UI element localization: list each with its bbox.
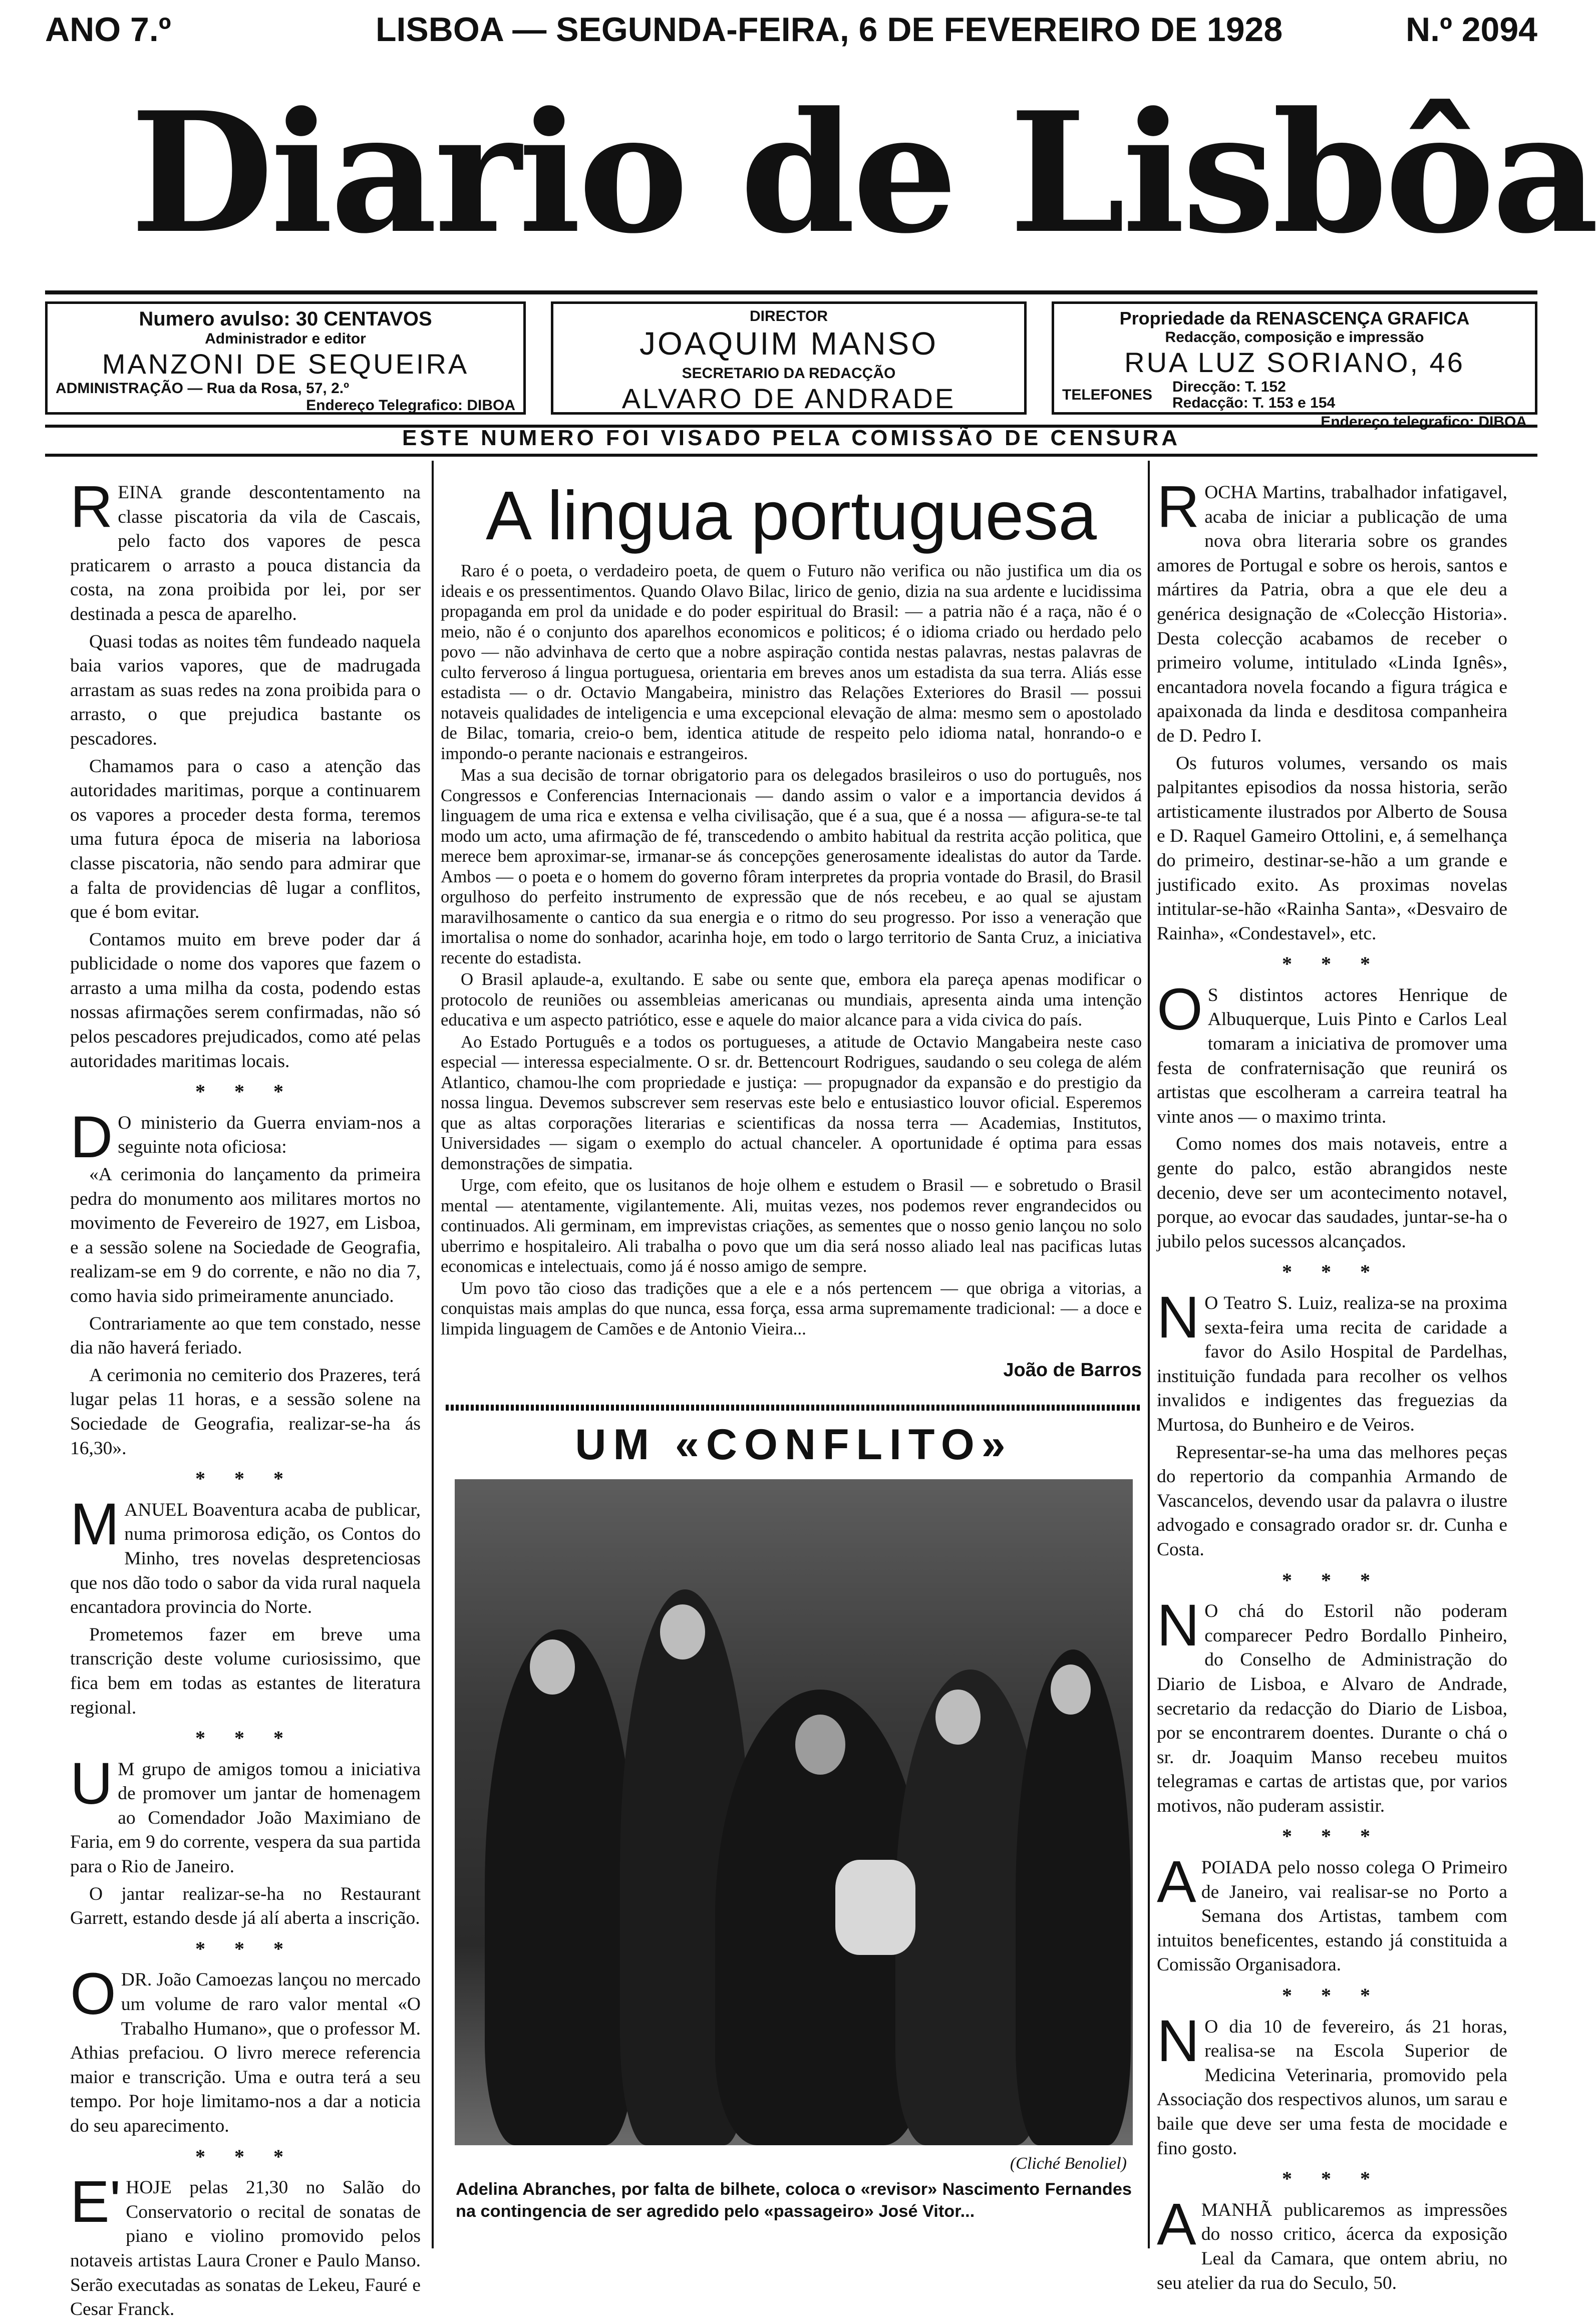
- phones-label: TELEFONES: [1062, 387, 1153, 403]
- news-item-lead: [1157, 976, 1507, 1130]
- photo-credit: (Cliché Benoliel): [1010, 2154, 1127, 2173]
- paragraph-text: O chá do Estoril não poderam comparecer Pedro Bordallo Pinheiro, do Conselho de Administração do Diario de Lisboa, e Alvaro de Andrade, secretario da redacção do Diario de Lisboa, por se encontrarem doentes. Durante o chá o sr. dr. Joaquim Manso recebeu muitos telegramas e cartas de artistas que, por varios motivos, não puderam assistir.: [1157, 1601, 1507, 1816]
- dateline-bar: [45, 5, 1537, 65]
- director-label: DIRECTOR: [749, 308, 828, 324]
- publisher-box: [1052, 301, 1537, 430]
- paragraph-text: ANUEL Boaventura acaba de publicar, numa primorosa edição, os Contos do Minho, tres novelas despretenciosas que nos dão todo o sabor da vida rural naquela encantadora provincia do Norte.: [70, 1499, 421, 1618]
- photo-face: [530, 1639, 575, 1695]
- paragraph-text: Quasi todas as noites têm fundeado naquela baia varios vapores, que de madrugada arrastam as suas redes na zona proibida para o arrasto, o que prejudica bastante os pescadores.: [70, 631, 421, 749]
- photo-figure: [1016, 1649, 1131, 2145]
- drop-cap: O: [1157, 976, 1203, 1043]
- news-item-lead: [70, 1104, 421, 1170]
- paragraph-text: Os futuros volumes, versando os mais palpitantes episodios da nossa historia, serão artisticamente ilustrados por Alberto de Sousa e D. Raquel Gameiro Ottolini, e, á semelhança do primeiro, destinar-se-hão a um grande e justificado exito. As proximas novelas intitular-se-hão «Rainha Santa», «Desvairo de Rainha», «Condestavel», etc.: [1157, 753, 1507, 944]
- section-stars: * * *: [195, 1937, 295, 1960]
- paragraph-text: POIADA pelo nosso colega O Primeiro de Janeiro, vai realisar-se no Porto a Semana dos Artistas, tambem com intuitos beneficentes, estando já constituida a Comissão Organisadora.: [1157, 1857, 1507, 1975]
- section-stars: * * *: [195, 1727, 295, 1750]
- photo-face: [935, 1690, 981, 1745]
- section-stars: * * *: [195, 1080, 295, 1103]
- news-item-lead: [70, 1961, 421, 2138]
- news-photo: [455, 1479, 1133, 2145]
- paragraph-text: O jantar realizar-se-ha no Restaurant Garrett, estando desde já alí aberta a inscrição.: [70, 1883, 421, 1929]
- article-paragraph: Mas a sua decisão de tornar obrigatorio para os delegados brasileiros o uso do português, nos Congressos e Conferencias Internacionais — dando assim o valor e a importancia devidos á linguagem de uma rica e extensa e velha civilisação, que é a sua, que é a nossa — afigura-se-te tal modo um acto, uma afirmação de fé, transcedendo o ambito habitual da restrita acção politica, que merece bem aproximar-se, irmanar-se ás concepções generosamente idealistas do autor da Tarde. Ambos — o poeta e o homem do governo fôram interpretes da propria vontade do Brasil, do Brasil orgulhoso do perfeito instrumento de expressão que de nós recebeu, e ao qual se ajustam maravilhosamente o cantico da sua energia e o ritmo do seu progresso. Por isso a veneração que imortalisa o nome do sonhador, acarinha hoje, em todo o largo territorio de Santa Cruz, a iniciativa recente do estadista.: [441, 765, 1142, 967]
- phone-redaction: Redacção: T. 153 e 154: [1172, 395, 1336, 411]
- paragraph-text: O Teatro S. Luiz, realiza-se na proxima sexta-feira uma recita de caridade a favor do Asilo Hospital de Pardelhas, instituição fundada para recolher os velhos invalidos e indigentes das freguezias da Murtosa, do Bunheiro e de Veiros.: [1157, 1293, 1507, 1435]
- column-rule-left: [432, 461, 434, 2248]
- drop-cap: E': [70, 2169, 121, 2235]
- dateline: LISBOA — SEGUNDA-FEIRA, 6 DE FEVEREIRO DE 1928: [376, 11, 1283, 49]
- masthead: Diario de Lisbôa: [130, 76, 1596, 270]
- section-stars: * * *: [195, 2145, 295, 2168]
- article-body: [441, 561, 1142, 1360]
- admin-box: [45, 301, 526, 415]
- news-paragraph: [70, 1623, 421, 1720]
- section-stars: * * *: [1282, 1260, 1382, 1283]
- drop-cap: R: [1157, 474, 1200, 540]
- news-paragraph: [70, 1364, 421, 1461]
- photo-caption: Adelina Abranches, por falta de bilhete, coloca o «revisor» Nascimento Fernandes na contingencia de ser agredido pelo «passageiro» José Vitor...: [456, 2180, 1132, 2221]
- section-stars: * * *: [1282, 952, 1382, 975]
- news-item-lead: [1157, 2191, 1507, 2295]
- column-rule-right: [1148, 461, 1150, 2248]
- drop-cap: A: [1157, 2191, 1196, 2257]
- drop-cap: A: [1157, 1849, 1196, 1915]
- admin-telegraph: Endereço Telegrafico: DIBOA: [306, 397, 515, 414]
- news-item-lead: [1157, 474, 1507, 749]
- article-paragraph: O Brasil aplaude-a, exultando. E sabe ou sente que, embora ela pareça apenas modificar o protocolo de reuniões ou assembleias americanas ou mundiais, apresenta ainda uma intenção educativa e um aspecto patriótico, esse e aquele do maior alcance para a vida civica do país.: [441, 969, 1142, 1030]
- drop-cap: O: [70, 1961, 116, 2028]
- photo-story-title: UM «CONFLITO»: [575, 1421, 1013, 1469]
- paragraph-text: A cerimonia no cemiterio dos Prazeres, terá lugar pelas 11 horas, e a sessão solene na Sociedade de Geografia, realizar-se-ha ás 16,30».: [70, 1365, 421, 1459]
- section-stars: * * *: [1282, 1984, 1382, 2007]
- news-paragraph: [70, 928, 421, 1074]
- drop-cap: N: [1157, 1284, 1200, 1351]
- article-author: João de Barros: [1003, 1360, 1142, 1381]
- paragraph-text: M grupo de amigos tomou a iniciativa de promover um jantar de homenagem ao Comendador João Maximiano de Faria, em 9 do corrente, vespera da sua partida para o Rio de Janeiro.: [70, 1759, 421, 1877]
- admin-address: ADMINISTRAÇÃO — Rua da Rosa, 57, 2.º: [56, 380, 350, 397]
- left-column: [70, 474, 421, 2320]
- director-box: [551, 301, 1027, 415]
- paragraph-text: MANHÃ publicaremos as impressões do nosso critico, ácerca da exposição Leal da Camara, que ontem abriu, no seu atelier da rua do Seculo, 50.: [1157, 2199, 1507, 2293]
- drop-cap: U: [70, 1750, 113, 1817]
- news-paragraph: [70, 630, 421, 752]
- drop-cap: R: [70, 474, 113, 540]
- news-item-lead: [70, 1750, 421, 1879]
- news-item-lead: [1157, 1284, 1507, 1438]
- paragraph-text: DR. João Camoezas lançou no mercado um volume de raro valor mental «O Trabalho Humano», que o professor M. Athias prefaciou. O livro merece referencia maior e transcrição. Uma e outra terá a seu tempo. Por hoje limitamo-nos a dar a noticia do seu aparecimento.: [70, 1969, 421, 2136]
- section-stars: * * *: [195, 1467, 295, 1490]
- year-label: ANO 7.º: [45, 11, 171, 49]
- photo-face: [1051, 1665, 1091, 1715]
- street-line: RUA LUZ SORIANO, 46: [1124, 347, 1465, 378]
- section-stars: * * *: [1282, 1825, 1382, 1848]
- news-item-lead: [1157, 2008, 1507, 2161]
- section-divider: [446, 1405, 1142, 1411]
- right-column: [1157, 474, 1507, 2293]
- secretary-label: SECRETARIO DA REDACÇÃO: [682, 365, 896, 382]
- photo-figure: [485, 1629, 635, 2145]
- paragraph-text: Contrariamente ao que tem constado, nesse dia não haverá feriado.: [70, 1313, 421, 1359]
- price-line: Numero avulso: 30 CENTAVOS: [139, 308, 432, 330]
- paragraph-text: Chamamos para o caso a atenção das autoridades maritimas, porque a continuarem os vapores a proceder desta forma, teremos uma futura época de miseria na laboriosa classe piscatoria, não sendo para admirar que a falta de providencias dê lugar a conflitos, que é bom evitar.: [70, 756, 421, 923]
- photo-face: [795, 1715, 845, 1775]
- admin-name: MANZONI DE SEQUEIRA: [102, 348, 469, 380]
- paragraph-text: S distintos actores Henrique de Albuquerque, Luis Pinto e Carlos Leal tomaram a iniciativa de promover uma festa de confraternisação que reunirá os artistas que escolheram a carreira teatral ha vinte anos — o maximo trinta.: [1157, 984, 1507, 1127]
- news-item-lead: [70, 474, 421, 627]
- news-paragraph: [70, 755, 421, 925]
- drop-cap: D: [70, 1104, 113, 1170]
- paragraph-text: Como nomes dos mais notaveis, entre a gente do palco, estão abrangidos neste decenio, deve ser um acontecimento notavel, porque, ao evocar das saudades, juntar-se-ha o jubilo pelos sucessos alcançados.: [1157, 1134, 1507, 1252]
- news-paragraph: [1157, 1132, 1507, 1254]
- section-stars: * * *: [1282, 2167, 1382, 2190]
- paragraph-text: Representar-se-ha uma das melhores peças do repertorio da companhia Armando de Vascancelos, devendo usar da palavra o ilustre advogado e consagrado orador sr. dr. Cunha e Costa.: [1157, 1442, 1507, 1560]
- paragraph-text: OCHA Martins, trabalhador infatigavel, acaba de iniciar a publicação de uma nova obra literaria sobre os grandes amores de Portugal e sobre os herois, santos e mártires da Patria, obra a que ele deu a genérica designação de «Colecção Historia». Desta colecção acabamos de receber o primeiro volume, intitulado «Linda Ignês», encantadora novela focando a figura trágica e apaixonada da linda e desditosa companheira de D. Pedro I.: [1157, 482, 1507, 746]
- paragraph-text: O ministerio da Guerra enviam-nos a seguinte nota oficiosa:: [118, 1112, 421, 1158]
- admin-role: Administrador e editor: [205, 330, 366, 347]
- paragraph-text: «A cerimonia do lançamento da primeira pedra do monumento aos militares mortos no movimento de Fevereiro de 1927, em Lisboa, e a sessão solene na Sociedade de Geografia, realizam-se em 9 do corrente, e não no dia 7, como havia sido primeiramente anunciado.: [70, 1164, 421, 1306]
- news-item-lead: [1157, 1849, 1507, 1977]
- drop-cap: N: [1157, 2008, 1200, 2074]
- photo-bag: [835, 1860, 915, 1955]
- article-title: A lingua portuguesa: [486, 477, 1097, 554]
- issue-number: N.º 2094: [1405, 11, 1537, 49]
- paragraph-text: Contamos muito em breve poder dar á publicidade o nome dos vapores que fazem o arrasto a uma milha da costa, podendo estas nossas afirmações serem confirmadas, não só pelos pescadores prejudicados, como até pelas autoridades maritimas locais.: [70, 929, 421, 1072]
- photo-story: [446, 1417, 1142, 2258]
- phone-direction: Direcção: T. 152: [1172, 379, 1286, 395]
- news-paragraph: [70, 1163, 421, 1309]
- news-paragraph: [1157, 752, 1507, 946]
- news-paragraph: [70, 1882, 421, 1931]
- phones-block: [1062, 379, 1527, 414]
- article-paragraph: Urge, com efeito, que os lusitanos de hoje olhem e estudem o Brasil — e sobretudo o Brasil mental — atentamente, vigilantemente. Ali, muitas vezes, nos podemos rever engrandecidos ou continuados. Ali germinam, em imprevistas criações, as sementes que o nosso genio lançou no solo uberrimo e hospitaleiro. Ali trabalha o povo que um dia será nosso aliado leal nas pacificas lutas economicas e intelectuais, como já é nosso amigo de sempre.: [441, 1175, 1142, 1276]
- article-paragraph: Um povo tão cioso das tradições que a ele e a nós pertencem — que obriga a vitorias, a conquistas mais amplas do que nunca, essa força, essa arma supremamente tradicional: — a doce e limpida linguagem de Camões e de Antonio Vieira...: [441, 1278, 1142, 1339]
- news-item-lead: [1157, 1592, 1507, 1818]
- news-item-lead: [70, 2169, 421, 2322]
- info-bar: [45, 290, 1537, 428]
- news-item-lead: [70, 1491, 421, 1620]
- drop-cap: N: [1157, 1592, 1200, 1659]
- owner-line: Propriedade da RENASCENÇA GRAFICA: [1119, 308, 1470, 328]
- article-paragraph: Raro é o poeta, o verdadeiro poeta, de quem o Futuro não verifica ou não justifica um dia os ideais e os pressentimentos. Quando Olavo Bilac, lirico de genio, dizia na sua ardente e lucidissima propaganda em prol da unidade e do poder espiritual do Brasil: — a patria não é a raça, não é o meio, não é o conjunto dos aparelhos economicos e politicos; é o idioma criado ou herdado pelo povo — não advinhava de certo que a nobre aspiração contida nestas palavras, nestas palavras de culto ferveroso á lingua portuguesa, orientaria em breves anos um estadista da sua terra. Aliás esse estadista — o dr. Octavio Mangabeira, ministro das Relações Exteriores do Brasil — possui notaveis qualidades de inteligencia e uma excepcional elevação de alma: mesmo sem o apostolado de Bilac, tomaria, creio-o bem, identica atitude de respeito pelo idioma natal, honrando-o e impondo-o perante nacionais e estrangeiros.: [441, 561, 1142, 763]
- drop-cap: M: [70, 1491, 120, 1557]
- paragraph-text: HOJE pelas 21,30 no Salão do Conservatorio o recital de sonatas de piano e violino promovido pelos notaveis artistas Laura Croner e Paulo Manso. Serão executadas as sonatas de Lekeu, Fauré e Cesar Franck.: [70, 2177, 421, 2320]
- photo-face: [660, 1604, 705, 1660]
- publisher-telegraph: Endereço telegrafico: DIBOA: [1321, 414, 1527, 430]
- director-name: JOAQUIM MANSO: [639, 325, 938, 362]
- lead-article: [441, 476, 1142, 1397]
- news-paragraph: [70, 1312, 421, 1361]
- censorship-notice: ESTE NUMERO FOI VISADO PELA COMISSÃO DE CENSURA: [45, 424, 1537, 457]
- paragraph-text: O dia 10 de fevereiro, ás 21 horas, realisa-se na Escola Superior de Medicina Veterinaria, promovido pela Associação dos respectivos alunos, um sarau e baile que deve ser uma festa de mocidade e fino gosto.: [1157, 2016, 1507, 2159]
- services-line: Redacção, composição e impressão: [1165, 329, 1424, 346]
- article-paragraph: Ao Estado Português e a todos os portugueses, a atitude de Octavio Mangabeira neste caso especial — interessa especialmente. O sr. dr. Bettencourt Rodrigues, saudando o seu colega de além Atlantico, chamou-lhe com propriedade e justiça: — propugnador da expansão e do prestigio da nossa lingua. Devemos subscrever sem reservas este belo e entusiastico louvor oficial. Esperemos que as altas corporações literarias e scientificas da nossa terra — Academias, Institutos, Universidades — sigam o exemplo do actual chanceler. A oportunidade é optima para essas demonstrações de simpatia.: [441, 1032, 1142, 1173]
- news-paragraph: [1157, 1441, 1507, 1562]
- paragraph-text: Prometemos fazer em breve uma transcrição deste volume curiosissimo, que fica bem em todas as estantes de literatura regional.: [70, 1624, 421, 1718]
- paragraph-text: EINA grande descontentamento na classe piscatoria da vila de Cascais, pelo facto dos vapores de pesca praticarem o arrasto a pouca distancia da costa, na zona proibida por lei, por ser destinada a pesca de aparelho.: [70, 482, 421, 624]
- section-stars: * * *: [1282, 1568, 1382, 1591]
- secretary-name: ALVARO DE ANDRADE: [621, 383, 956, 414]
